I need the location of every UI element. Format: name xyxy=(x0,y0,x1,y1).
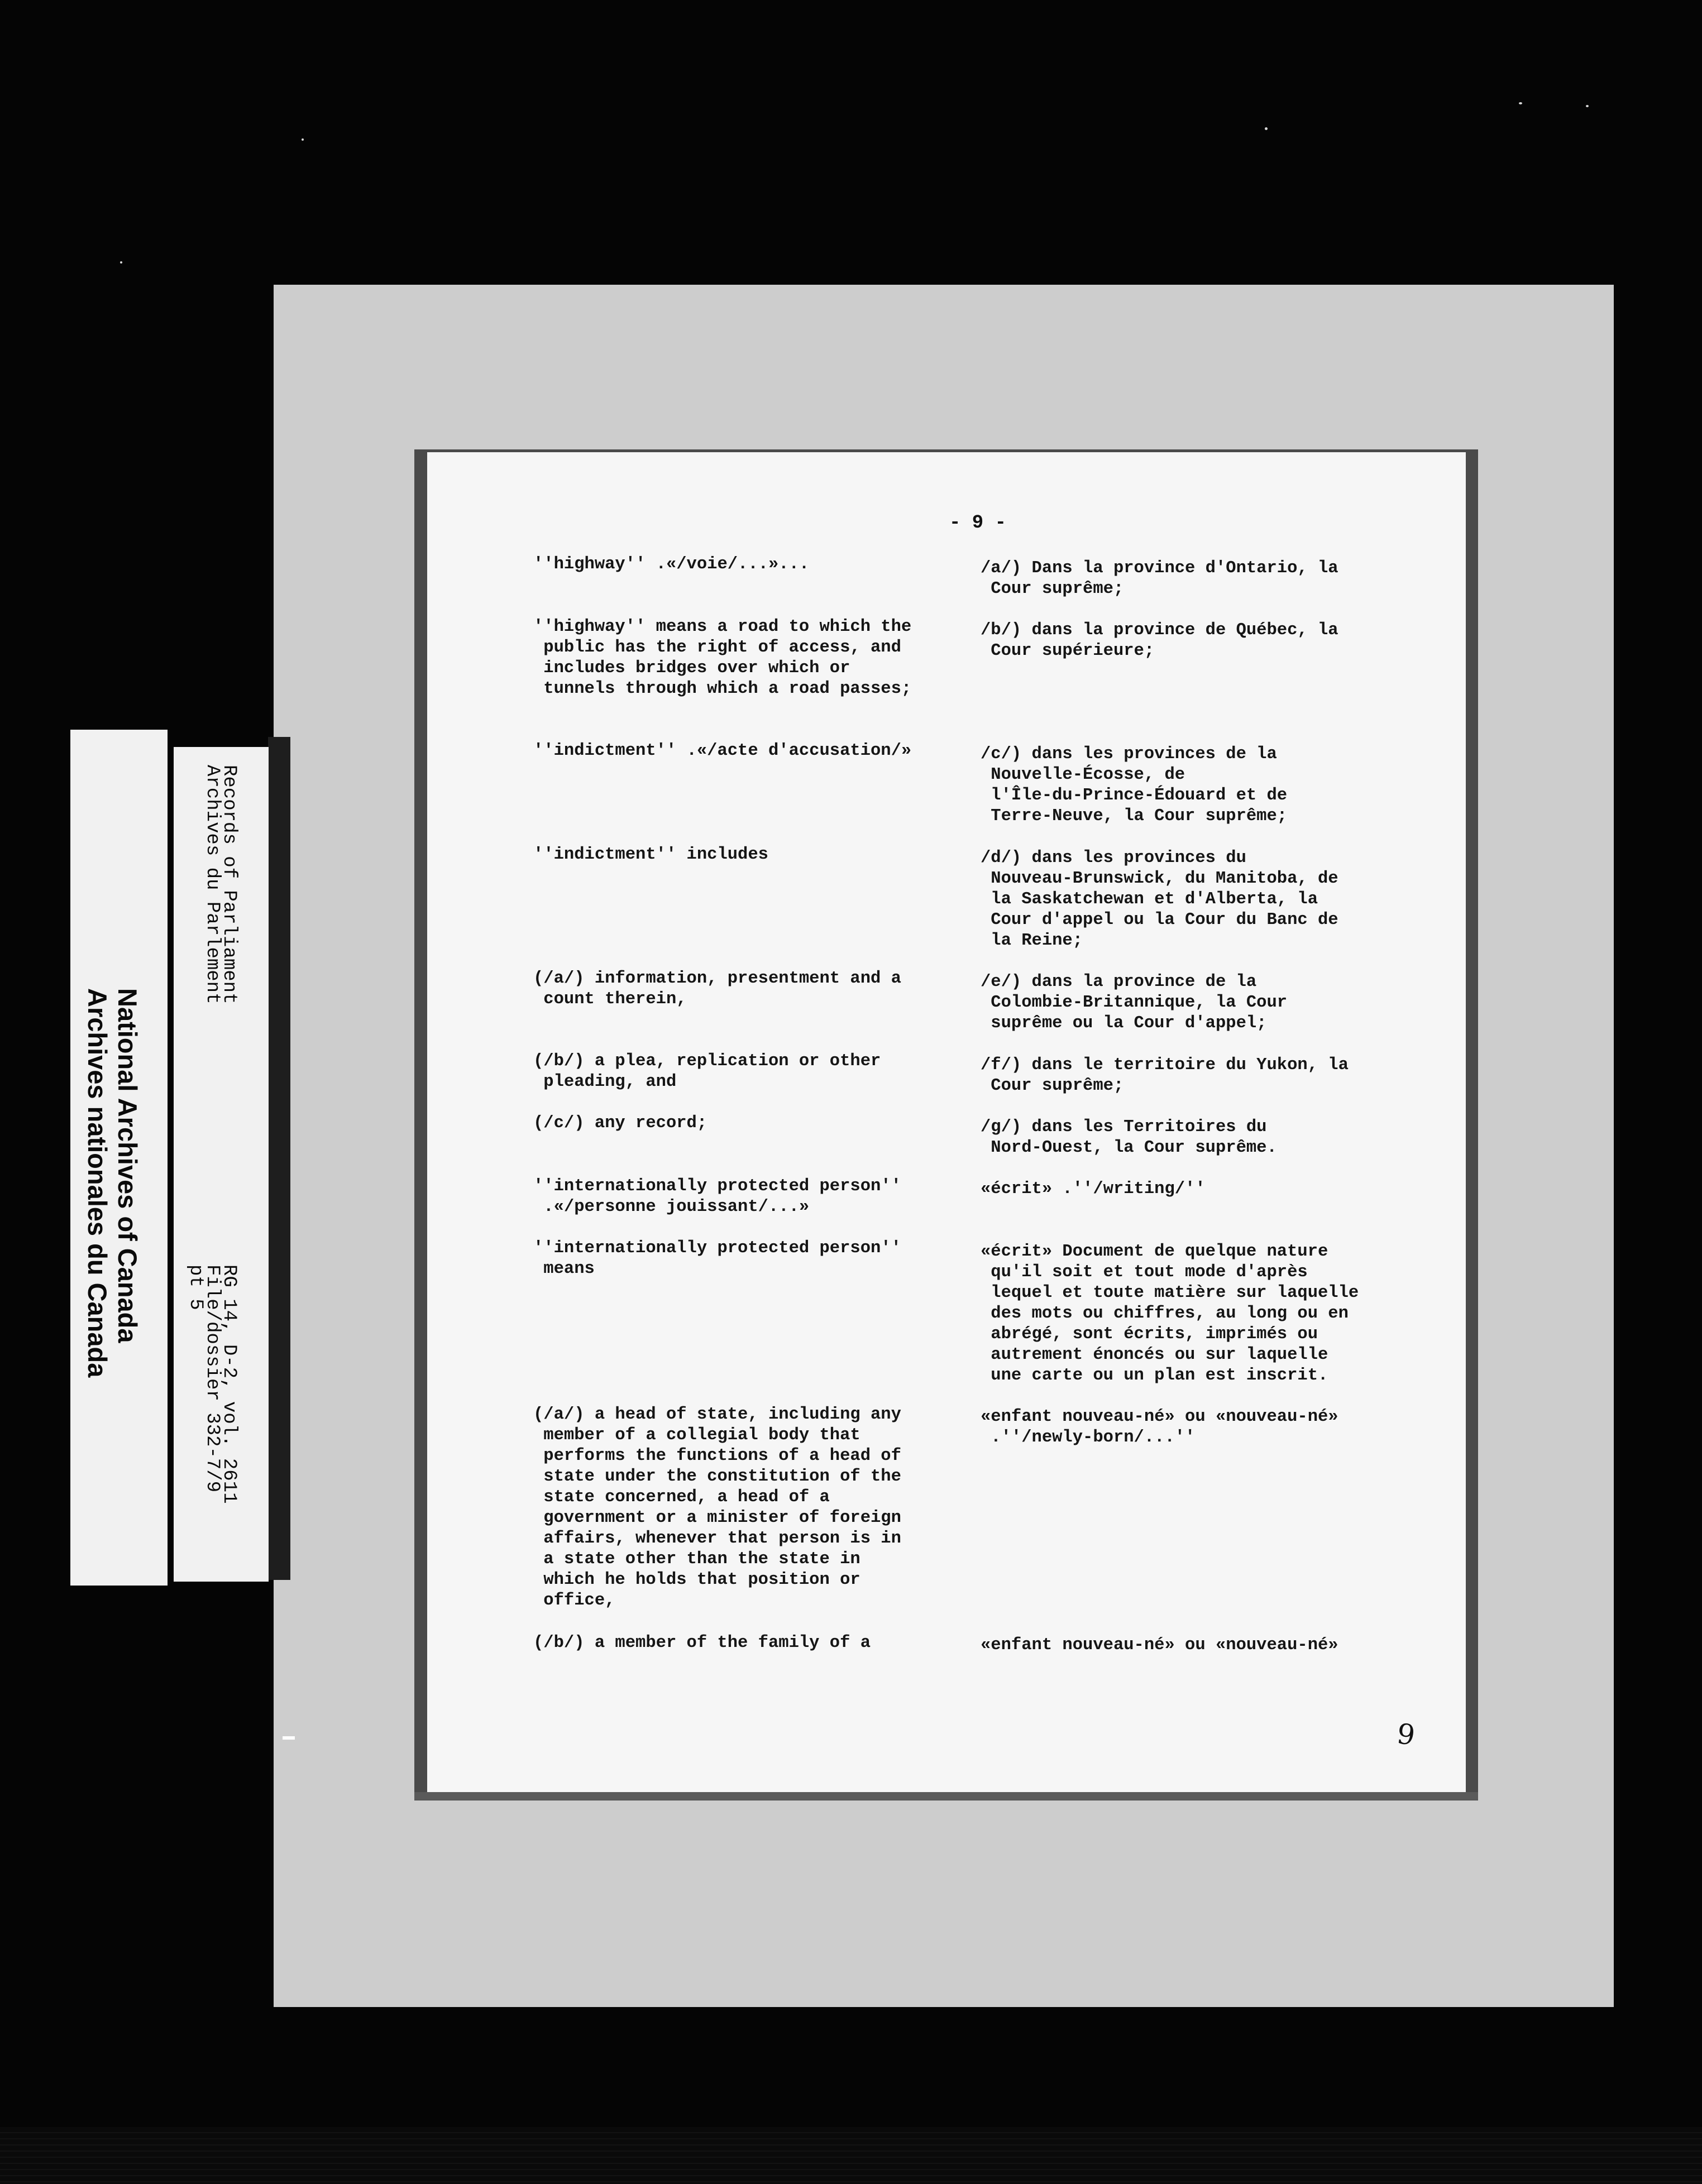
archive-stamp-institution xyxy=(82,988,142,1377)
dust-speck xyxy=(1265,127,1268,130)
handwritten-page-mark: 9 xyxy=(1395,1717,1417,1752)
left-entry-protected-person-a: (/a/) a head of state, including any member of a collegial body that performs the functions of a head of state under the constitution of the state concerned, a head of a government or a minister of foreign affairs, whenever that person is in a state other than the state in which he holds that position or office, xyxy=(533,1405,901,1610)
reference-line-2: File/dossier 332-7/9 xyxy=(202,1265,223,1493)
dust-speck xyxy=(302,138,304,141)
institution-line-2: Archives nationales du Canada xyxy=(83,988,112,1378)
right-entry-ecrit-definition: «écrit» Document de quelque nature qu'il soit et tout mode d'après lequel et toute matière sur laquelle des mots ou chiffres, au long ou en abrégé, sont écrits, imprimés ou autrement énoncés ou sur laquelle une carte ou un plan est inscrit. xyxy=(981,1242,1359,1385)
tab-shadow xyxy=(268,737,290,1580)
right-entry-ecrit-english: «écrit» .''/writing/'' xyxy=(981,1180,1206,1199)
left-entry-highway-definition: ''highway'' means a road to which the public has the right of access, and includes bridges over which or tunnels through which a road passes; xyxy=(533,617,912,698)
left-entry-indictment-includes: ''indictment'' includes xyxy=(533,845,768,864)
right-entry-b: /b/) dans la province de Québec, la Cour supérieure; xyxy=(981,621,1338,660)
left-entry-indictment-a: (/a/) information, presentment and a count therein, xyxy=(533,969,901,1009)
right-entry-newborn-english: «enfant nouveau-né» ou «nouveau-né» .''/newly-born/...'' xyxy=(981,1407,1338,1447)
left-entry-highway-french: ''highway'' .«/voie/...»... xyxy=(533,555,810,574)
dust-speck xyxy=(1586,105,1589,107)
right-entry-g: /g/) dans les Territoires du Nord-Ouest, la Cour suprême. xyxy=(981,1118,1277,1157)
left-entry-indictment-c: (/c/) any record; xyxy=(533,1114,707,1133)
edge-mark xyxy=(283,1736,295,1740)
right-entry-a: /a/) Dans la province d'Ontario, la Cour suprême; xyxy=(981,559,1338,598)
right-entry-c: /c/) dans les provinces de la Nouvelle-Écosse, de l'Île-du-Prince-Édouard et de Terre-Neuve, la Cour suprême; xyxy=(981,745,1288,826)
institution-line-1: National Archives of Canada xyxy=(113,988,142,1343)
reference-line-1: RG 14, D-2, vol. 2611 xyxy=(218,1265,240,1504)
collection-line-2: Archives du Parlement xyxy=(202,765,223,1004)
page-number: - 9 - xyxy=(949,513,1007,534)
dust-speck xyxy=(1519,102,1522,104)
right-entry-d: /d/) dans les provinces du Nouveau-Brunswick, du Manitoba, de la Saskatchewan et d'Alberta, la Cour d'appel ou la Cour du Banc de la Reine; xyxy=(981,849,1338,950)
left-entry-indictment-french: ''indictment'' .«/acte d'accusation/» xyxy=(533,741,912,760)
archive-stamp-reference xyxy=(185,1265,240,1504)
right-entry-newborn: «enfant nouveau-né» ou «nouveau-né» xyxy=(981,1636,1338,1655)
scan-bottom-bar xyxy=(0,2127,1702,2184)
right-entry-f: /f/) dans le territoire du Yukon, la Cour suprême; xyxy=(981,1056,1349,1095)
archive-stamp-collection xyxy=(202,765,240,1004)
dust-speck xyxy=(120,261,122,264)
left-entry-protected-person-b: (/b/) a member of the family of a xyxy=(533,1634,871,1653)
left-entry-indictment-b: (/b/) a plea, replication or other pleading, and xyxy=(533,1052,881,1091)
page-bottom-edge xyxy=(414,1792,1478,1800)
left-entry-protected-person-french: ''internationally protected person'' .«/personne jouissant/...» xyxy=(533,1177,901,1216)
left-entry-protected-person-means: ''internationally protected person'' means xyxy=(533,1239,901,1278)
collection-line-1: Records of Parliament xyxy=(218,765,240,1004)
reference-line-3: pt 5 xyxy=(185,1265,206,1310)
right-entry-e: /e/) dans la province de la Colombie-Britannique, la Cour suprême ou la Cour d'appel; xyxy=(981,973,1288,1033)
